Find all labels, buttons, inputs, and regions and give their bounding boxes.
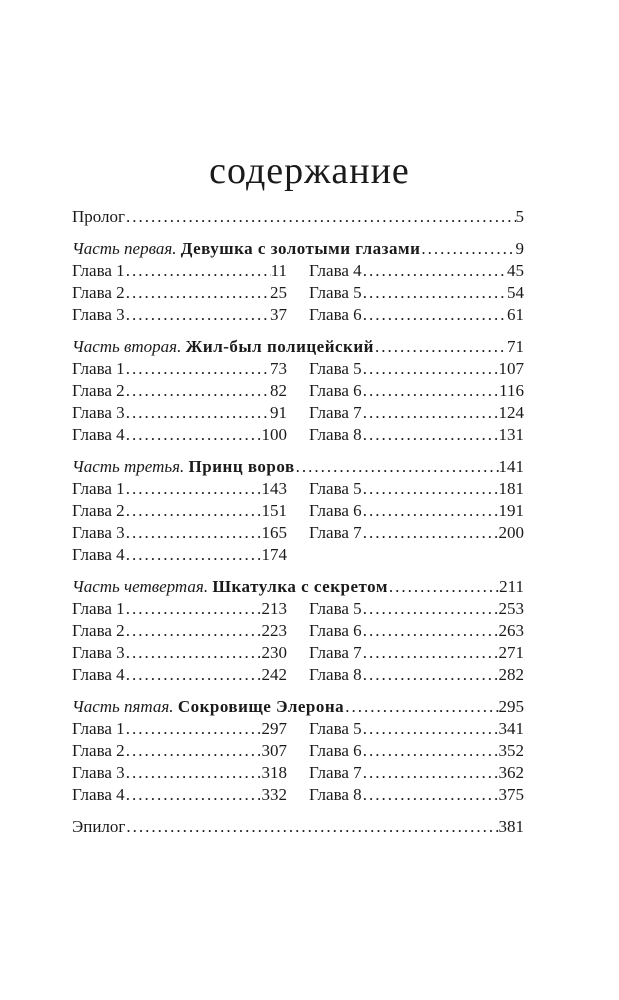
chapter-page: 25 [270, 283, 287, 302]
chapter-entry[interactable] [72, 424, 287, 446]
chapter-page: 91 [270, 403, 287, 422]
dot-leader [125, 816, 498, 838]
chapter-page: 213 [261, 599, 287, 618]
chapter-label: Глава 1 [72, 261, 125, 280]
chapter-page: 181 [498, 479, 524, 498]
toc-part-4 [72, 576, 524, 686]
chapter-label: Глава 5 [309, 719, 362, 738]
chapter-entry[interactable] [309, 762, 524, 784]
chapter-label: Глава 3 [72, 403, 125, 422]
chapter-label: Глава 4 [72, 785, 125, 804]
chapter-entry[interactable] [309, 380, 524, 402]
chapter-page: 143 [261, 479, 287, 498]
chapter-column-right [309, 478, 524, 566]
dot-leader [125, 544, 262, 566]
chapter-label: Глава 4 [72, 545, 125, 564]
dot-leader [125, 598, 262, 620]
chapter-label: Глава 1 [72, 599, 125, 618]
dot-leader [125, 784, 262, 806]
dot-leader [362, 380, 499, 402]
chapter-page: 131 [498, 425, 524, 444]
part-name: Девушка с золотыми глазами [180, 239, 421, 258]
chapter-column-left [72, 260, 287, 326]
chapter-page: 45 [507, 261, 524, 280]
dot-leader [125, 424, 262, 446]
chapter-label: Глава 6 [309, 741, 362, 760]
chapter-entry[interactable] [72, 740, 287, 762]
chapter-label: Глава 5 [309, 283, 362, 302]
toc-epilogue[interactable] [72, 816, 524, 838]
chapter-entry[interactable] [72, 304, 287, 326]
dot-leader [362, 620, 499, 642]
chapter-entry[interactable] [72, 598, 287, 620]
chapter-entry[interactable] [72, 718, 287, 740]
toc-part-1 [72, 238, 524, 326]
part-prefix: Часть третья. [72, 457, 185, 476]
chapter-label: Глава 1 [72, 479, 125, 498]
chapter-label: Глава 2 [72, 283, 125, 302]
chapter-page: 11 [270, 261, 287, 280]
chapter-page: 116 [499, 381, 524, 400]
chapter-page: 223 [261, 621, 287, 640]
chapter-page: 242 [261, 665, 287, 684]
chapter-label: Глава 4 [72, 425, 125, 444]
chapter-label: Глава 3 [72, 643, 125, 662]
dot-leader [362, 478, 499, 500]
chapter-page: 230 [261, 643, 287, 662]
table-of-contents [72, 206, 524, 838]
chapter-label: Глава 3 [72, 523, 125, 542]
dot-leader [420, 238, 515, 260]
chapter-page: 200 [498, 523, 524, 542]
chapter-entry[interactable] [72, 784, 287, 806]
dot-leader [125, 740, 262, 762]
dot-leader [295, 456, 499, 478]
chapter-entry[interactable] [72, 402, 287, 424]
chapter-entry[interactable] [309, 642, 524, 664]
chapter-entry[interactable] [309, 664, 524, 686]
part-prefix: Часть пятая. [72, 697, 174, 716]
dot-leader [125, 718, 262, 740]
toc-prologue[interactable] [72, 206, 524, 228]
chapter-entry[interactable] [72, 522, 287, 544]
dot-leader [125, 478, 262, 500]
chapter-entry[interactable] [309, 282, 524, 304]
chapter-column-left [72, 718, 287, 806]
chapter-label: Глава 6 [309, 305, 362, 324]
dot-leader [362, 260, 507, 282]
page-title: содержание [209, 150, 410, 193]
chapter-label: Глава 2 [72, 501, 125, 520]
dot-leader [362, 402, 499, 424]
toc-page: 5 [515, 207, 524, 226]
chapter-label: Глава 1 [72, 719, 125, 738]
part-prefix: Часть первая. [72, 239, 177, 258]
chapter-page: 307 [261, 741, 287, 760]
toc-label: Пролог [72, 207, 126, 226]
part-heading[interactable] [72, 336, 524, 358]
dot-leader [125, 358, 270, 380]
chapter-entry[interactable] [309, 740, 524, 762]
part-heading[interactable] [72, 238, 524, 260]
part-page: 9 [515, 239, 524, 258]
chapter-page: 362 [498, 763, 524, 782]
chapter-column-right [309, 260, 524, 326]
part-heading[interactable] [72, 696, 524, 718]
part-prefix: Часть четвертая. [72, 577, 209, 596]
part-name: Принц воров [188, 457, 295, 476]
chapter-label: Глава 2 [72, 741, 125, 760]
chapter-entry[interactable] [72, 358, 287, 380]
dot-leader [125, 206, 515, 228]
chapter-label: Глава 3 [72, 763, 125, 782]
chapter-page: 165 [261, 523, 287, 542]
dot-leader [125, 500, 262, 522]
chapter-entry[interactable] [72, 664, 287, 686]
chapter-label: Глава 7 [309, 523, 362, 542]
chapter-page: 375 [498, 785, 524, 804]
chapter-page: 151 [261, 501, 287, 520]
chapter-page: 341 [498, 719, 524, 738]
chapter-page: 107 [498, 359, 524, 378]
chapter-page: 100 [261, 425, 287, 444]
dot-leader [125, 260, 271, 282]
dot-leader [362, 784, 499, 806]
chapter-column-left [72, 358, 287, 446]
chapter-entry[interactable] [72, 282, 287, 304]
chapter-entry[interactable] [72, 478, 287, 500]
part-heading[interactable] [72, 576, 524, 598]
chapter-entry[interactable] [309, 478, 524, 500]
dot-leader [125, 380, 270, 402]
chapter-page: 263 [498, 621, 524, 640]
chapter-column-left [72, 478, 287, 566]
chapter-label: Глава 2 [72, 621, 125, 640]
toc-part-3 [72, 456, 524, 566]
chapter-column-right [309, 598, 524, 686]
chapter-page: 54 [507, 283, 524, 302]
chapter-label: Глава 8 [309, 425, 362, 444]
chapter-page: 61 [507, 305, 524, 324]
chapter-page: 332 [261, 785, 287, 804]
chapter-column-left [72, 598, 287, 686]
chapter-page: 253 [498, 599, 524, 618]
dot-leader [362, 598, 499, 620]
dot-leader [362, 642, 499, 664]
part-page: 141 [498, 457, 524, 476]
chapter-entry[interactable] [309, 784, 524, 806]
dot-leader [362, 424, 499, 446]
chapter-label: Глава 7 [309, 763, 362, 782]
chapter-page: 73 [270, 359, 287, 378]
part-name: Шкатулка с секретом [212, 577, 388, 596]
dot-leader [125, 664, 262, 686]
chapter-entry[interactable] [72, 642, 287, 664]
chapter-label: Глава 1 [72, 359, 125, 378]
chapter-label: Глава 6 [309, 381, 362, 400]
chapter-page: 318 [261, 763, 287, 782]
chapter-page: 282 [498, 665, 524, 684]
toc-part-5 [72, 696, 524, 806]
dot-leader [362, 358, 499, 380]
part-prefix: Часть вторая. [72, 337, 182, 356]
dot-leader [388, 576, 499, 598]
chapter-label: Глава 5 [309, 599, 362, 618]
dot-leader [125, 522, 262, 544]
dot-leader [125, 304, 270, 326]
chapter-entry[interactable] [309, 260, 524, 282]
chapter-page: 352 [498, 741, 524, 760]
toc-part-2 [72, 336, 524, 446]
chapter-page: 82 [270, 381, 287, 400]
chapter-column-right [309, 358, 524, 446]
part-name: Жил-был полицейский [185, 337, 374, 356]
chapter-page: 191 [498, 501, 524, 520]
chapter-label: Глава 8 [309, 665, 362, 684]
chapter-entry[interactable] [309, 522, 524, 544]
chapter-label: Глава 5 [309, 359, 362, 378]
chapter-page: 37 [270, 305, 287, 324]
dot-leader [344, 696, 498, 718]
dot-leader [362, 762, 499, 784]
part-page: 295 [498, 697, 524, 716]
chapter-label: Глава 4 [309, 261, 362, 280]
chapter-label: Глава 7 [309, 643, 362, 662]
chapter-page: 124 [498, 403, 524, 422]
chapter-entry[interactable] [309, 304, 524, 326]
part-heading[interactable] [72, 456, 524, 478]
chapter-entry[interactable] [72, 620, 287, 642]
chapter-entry[interactable] [309, 358, 524, 380]
dot-leader [362, 740, 499, 762]
dot-leader [362, 282, 507, 304]
chapter-entry[interactable] [72, 762, 287, 784]
chapter-label: Глава 6 [309, 621, 362, 640]
dot-leader [362, 718, 499, 740]
dot-leader [125, 620, 262, 642]
dot-leader [374, 336, 507, 358]
part-name: Сокровище Элерона [177, 697, 345, 716]
chapter-page: 271 [498, 643, 524, 662]
chapter-page: 174 [261, 545, 287, 564]
chapter-entry[interactable] [72, 500, 287, 522]
dot-leader [125, 402, 270, 424]
dot-leader [125, 642, 262, 664]
toc-page: 381 [498, 817, 524, 836]
dot-leader [362, 664, 499, 686]
chapter-entry[interactable] [309, 402, 524, 424]
chapter-entry[interactable] [309, 620, 524, 642]
chapter-entry[interactable] [309, 424, 524, 446]
chapter-entry[interactable] [72, 380, 287, 402]
toc-label: Эпилог [72, 817, 126, 836]
chapter-entry[interactable] [309, 500, 524, 522]
chapter-column-right [309, 718, 524, 806]
dot-leader [362, 500, 499, 522]
chapter-entry[interactable] [72, 260, 287, 282]
chapter-entry[interactable] [309, 598, 524, 620]
chapter-entry[interactable] [72, 544, 287, 566]
chapter-entry[interactable] [309, 718, 524, 740]
chapter-label: Глава 3 [72, 305, 125, 324]
chapter-label: Глава 7 [309, 403, 362, 422]
chapter-page: 297 [261, 719, 287, 738]
part-page: 211 [499, 577, 524, 596]
chapter-label: Глава 4 [72, 665, 125, 684]
part-page: 71 [507, 337, 524, 356]
dot-leader [125, 762, 262, 784]
dot-leader [125, 282, 270, 304]
chapter-label: Глава 8 [309, 785, 362, 804]
dot-leader [362, 304, 507, 326]
chapter-label: Глава 2 [72, 381, 125, 400]
chapter-label: Глава 6 [309, 501, 362, 520]
dot-leader [362, 522, 499, 544]
chapter-label: Глава 5 [309, 479, 362, 498]
